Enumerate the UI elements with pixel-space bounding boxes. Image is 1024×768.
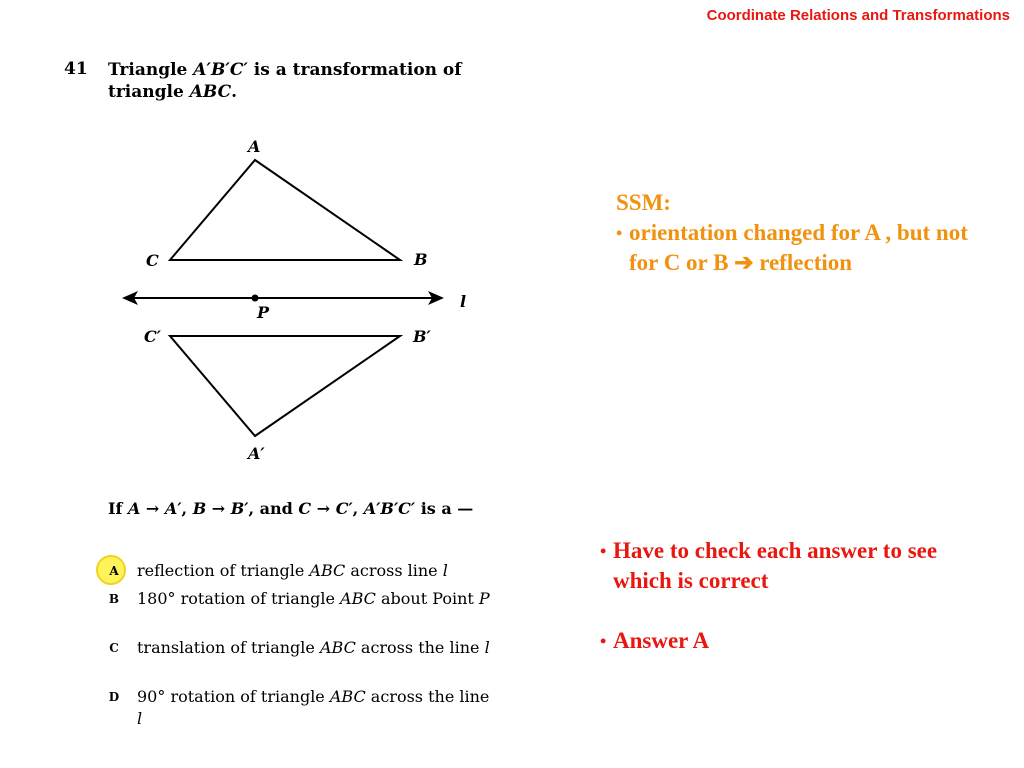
label-c-prime: C′ (144, 327, 161, 346)
choice-text: translation of triangle ABC across the line l (137, 638, 490, 657)
ssm-bullet (616, 218, 996, 278)
right-arrow-icon: ➔ (734, 250, 754, 275)
prompt-triangle: A′B′C′ (363, 499, 416, 518)
label-p: P (257, 303, 270, 322)
ssm-bullet-text: orientation changed for A , but not for C or B (629, 220, 968, 275)
label-b-prime: B′ (413, 327, 431, 346)
stem-text-3: . (231, 82, 238, 102)
prompt-text: , and (248, 499, 299, 518)
triangle-abc (170, 160, 400, 260)
prompt-c-prime: C′ (335, 499, 353, 518)
prompt-c: C (298, 499, 312, 518)
prompt-text: , (181, 499, 193, 518)
prompt-text: , (352, 499, 364, 518)
question-number: 41 (64, 59, 88, 79)
label-a: A (248, 137, 261, 156)
prompt-a-prime: A′ (164, 499, 182, 518)
question-prompt (108, 498, 498, 519)
stem-triangle: ABC (189, 82, 232, 102)
question-stem (108, 59, 508, 103)
page-header-title: Coordinate Relations and Transformations (706, 7, 1010, 24)
prompt-arrow: → (140, 499, 165, 518)
choice-text: 90° rotation of triangle ABC across the line l (137, 687, 490, 728)
label-b: B (414, 250, 428, 269)
stem-triangle-prime: A′B′C′ (193, 60, 248, 80)
stem-text-1: Triangle (108, 60, 194, 80)
choice-letter: D (108, 690, 120, 704)
prompt-a: A (127, 499, 141, 518)
choice-letter: C (109, 641, 119, 655)
triangle-abc-prime (170, 336, 400, 436)
point-p (252, 295, 259, 302)
choice-text: 180° rotation of triangle ABC about Point P (137, 589, 490, 608)
label-l: l (460, 292, 467, 311)
triangle-reflection-figure (100, 130, 480, 475)
prompt-b: B (192, 499, 207, 518)
choice-text: reflection of triangle ABC across line l (137, 561, 448, 580)
answer-notes (600, 536, 1000, 686)
choice-letter: A (109, 564, 119, 578)
prompt-text: is a — (415, 499, 474, 518)
label-a-prime: A′ (248, 444, 265, 463)
choice-letter: B (108, 592, 120, 606)
ssm-bullet-end: reflection (753, 250, 853, 275)
note-answer: • Answer A (600, 626, 1000, 656)
label-c: C (146, 251, 159, 270)
prompt-arrow: → (311, 499, 336, 518)
ssm-heading: SSM: (616, 190, 671, 215)
prompt-text: If (108, 499, 128, 518)
ssm-note (616, 188, 996, 278)
note-check-answers: • Have to check each answer to see which is correct (600, 536, 1000, 596)
prompt-arrow: → (206, 499, 231, 518)
stem-text-2: is a transformation of triangle (108, 60, 462, 102)
prompt-b-prime: B′ (230, 499, 249, 518)
